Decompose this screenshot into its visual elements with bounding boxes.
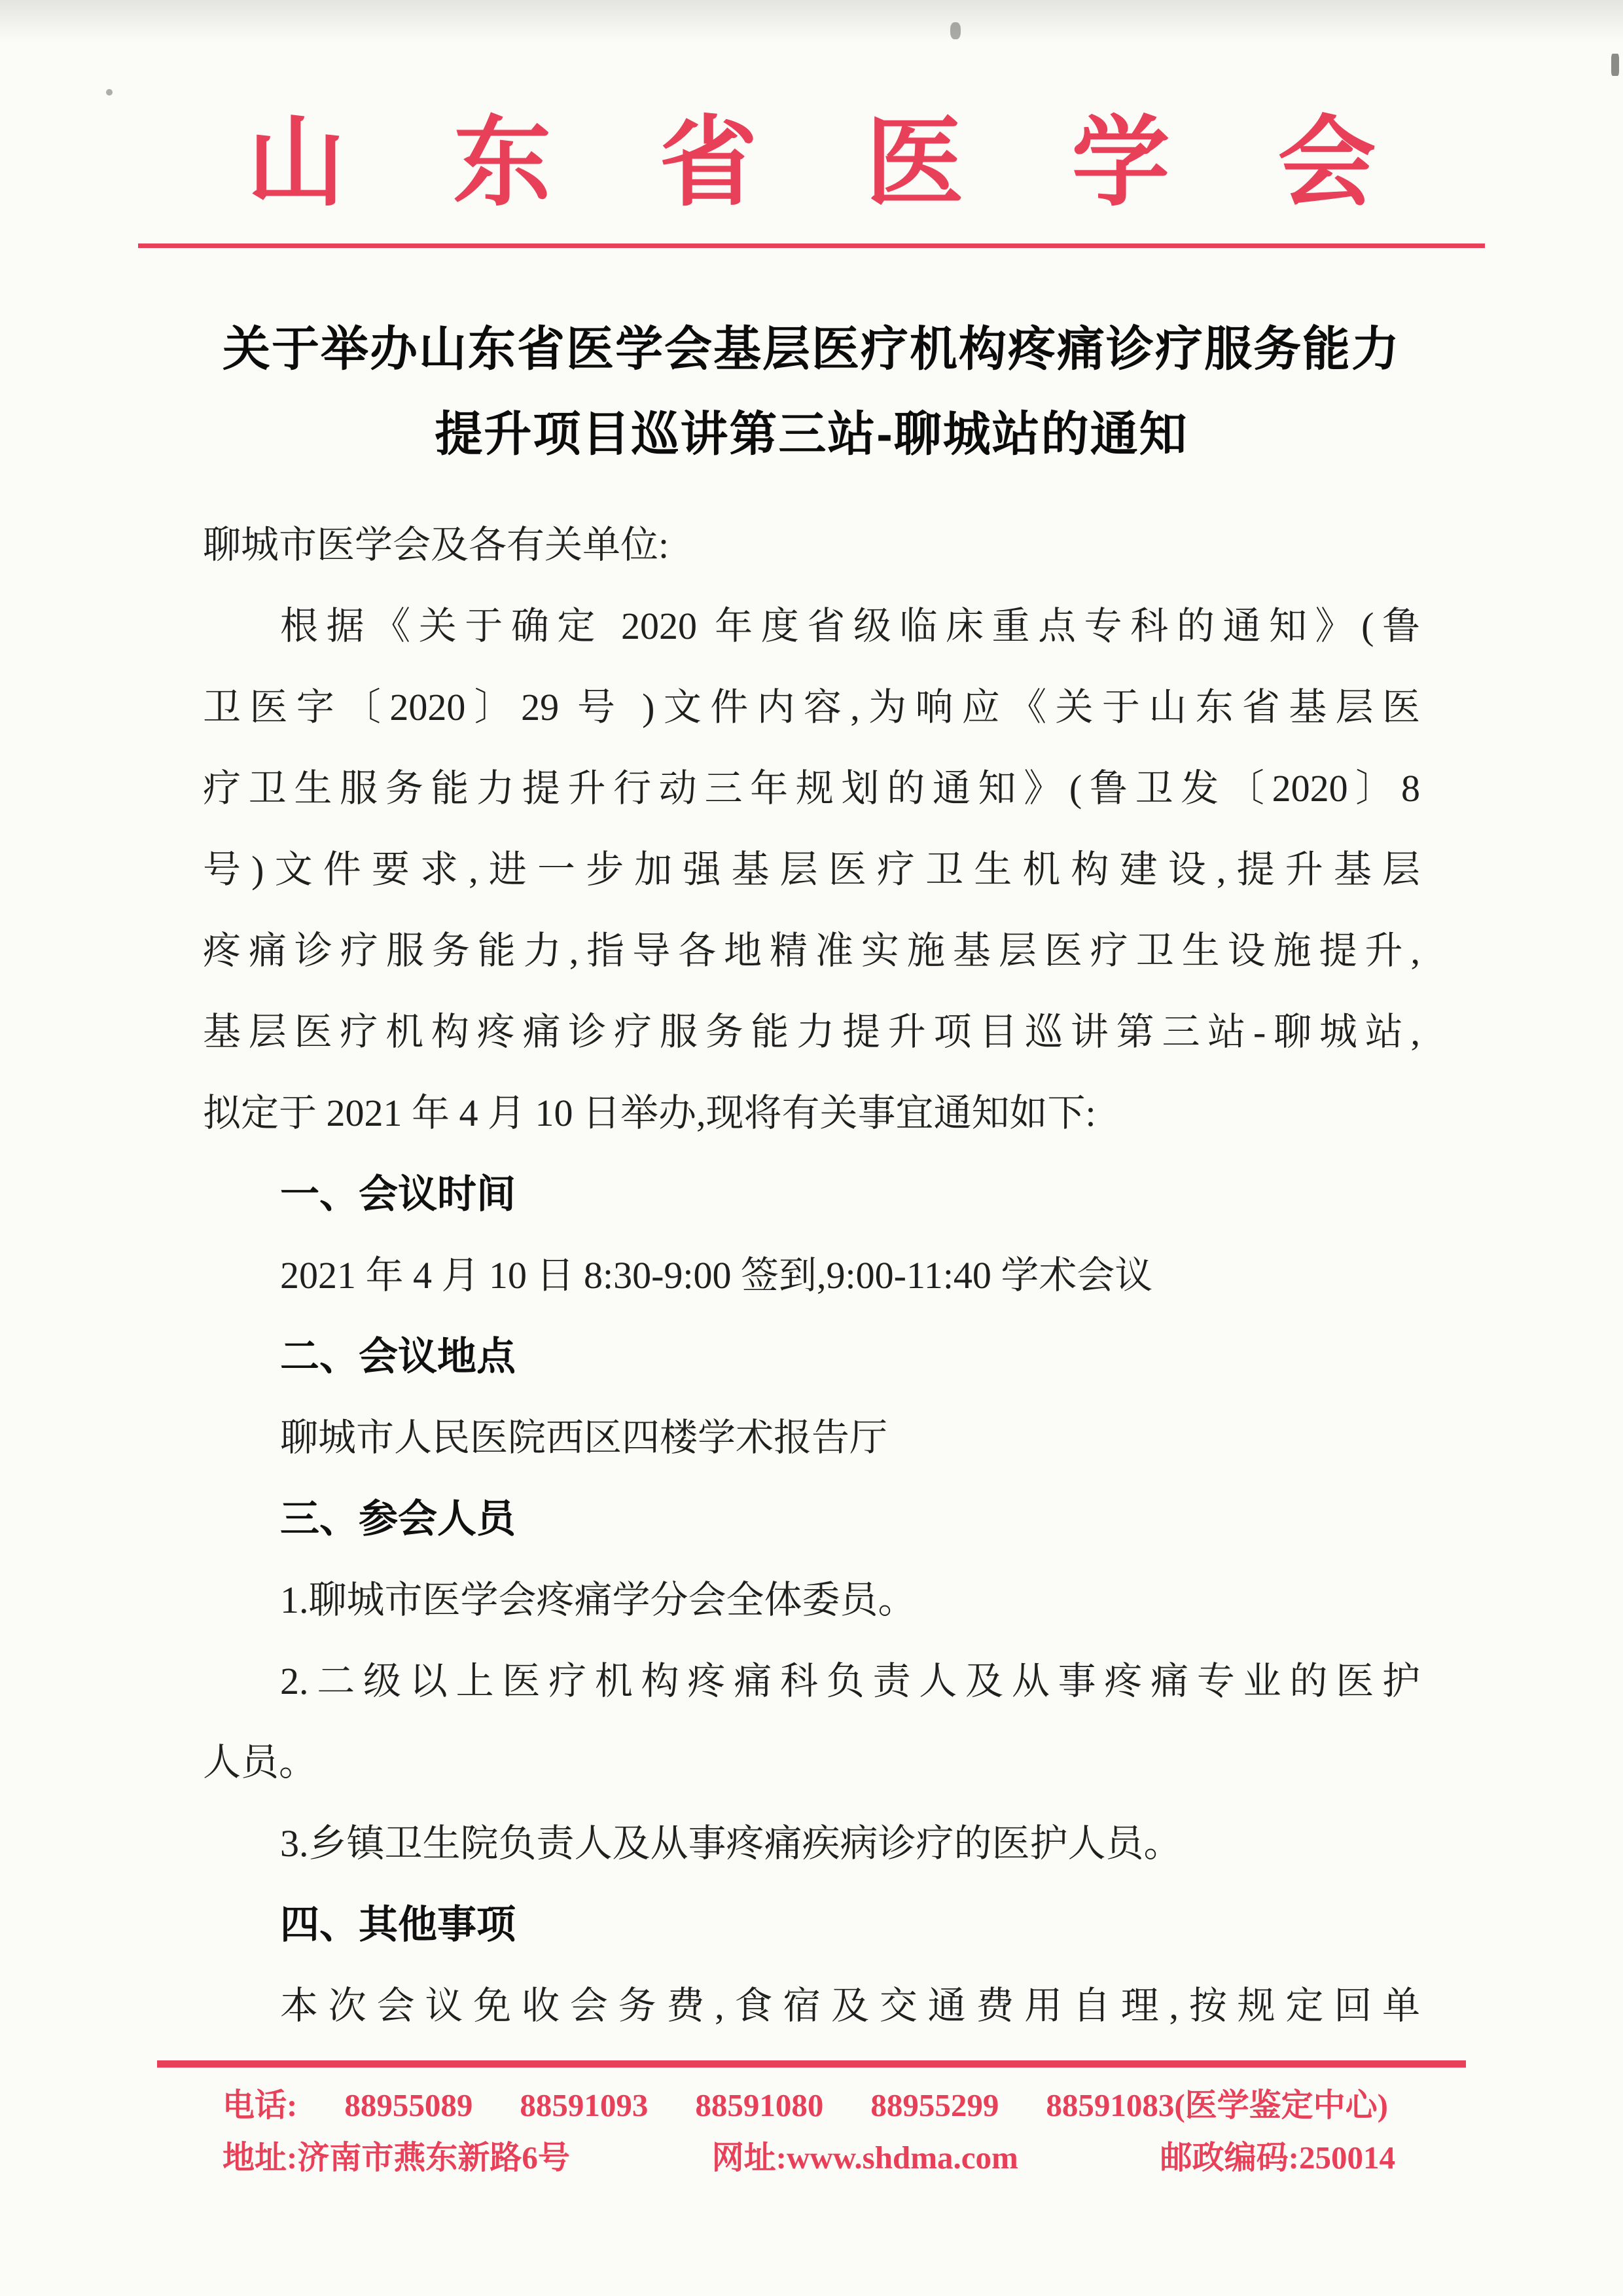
body-line: 3.乡镇卫生院负责人及从事疼痛疾病诊疗的医护人员。 bbox=[280, 1822, 1182, 1865]
postcode-label: 邮政编码: bbox=[1160, 2140, 1299, 2176]
body-line: 2021 年 4 月 10 日 8:30-9:00 签到,9:00-11:40 学术会议 bbox=[280, 1254, 1153, 1297]
website-value: www.shdma.com bbox=[786, 2140, 1018, 2176]
body-line: 疼痛诊疗服务能力,指导各地精准实施基层医疗卫生设施提升, bbox=[203, 929, 1420, 972]
address-label: 地址: bbox=[223, 2140, 298, 2176]
footer-address-line bbox=[0, 2137, 1623, 2179]
footer-rule bbox=[157, 2060, 1466, 2068]
section-heading: 三、参会人员 bbox=[280, 1497, 516, 1541]
phone-number: 88591080 bbox=[695, 2087, 824, 2123]
body-line: 本次会议免收会务费,食宿及交通费用自理,按规定回单 bbox=[280, 1984, 1420, 2027]
phone-number: 88955089 bbox=[344, 2087, 473, 2123]
address-item bbox=[223, 2137, 570, 2179]
body-line: 疗卫生服务能力提升行动三年规划的通知》(鲁卫发〔2020〕8 bbox=[203, 767, 1420, 810]
phone-number: 88955299 bbox=[870, 2087, 999, 2123]
organization-name: 山东省医学会 bbox=[247, 109, 1484, 218]
scan-edge-streak bbox=[0, 0, 1623, 42]
body-line: 聊城市人民医院西区四楼学术报告厅 bbox=[280, 1416, 888, 1459]
postcode-item bbox=[1160, 2137, 1395, 2179]
body-line: 聊城市医学会及各有关单位: bbox=[203, 524, 669, 566]
scan-artifact bbox=[106, 89, 113, 96]
body-line: 1.聊城市医学会疼痛学分会全体委员。 bbox=[280, 1579, 916, 1621]
body-line: 基层医疗机构疼痛诊疗服务能力提升项目巡讲第三站-聊城站, bbox=[203, 1011, 1420, 1053]
body-line: 人员。 bbox=[203, 1741, 317, 1784]
phone-number: 88591083(医学鉴定中心) bbox=[1046, 2087, 1388, 2123]
footer bbox=[0, 2060, 1623, 2179]
body-line: 2.二级以上医疗机构疼痛科负责人及从事疼痛专业的医护 bbox=[280, 1660, 1420, 1702]
body-line: 号)文件要求,进一步加强基层医疗卫生机构建设,提升基层 bbox=[203, 848, 1420, 891]
body-line: 卫医字〔2020〕29 号 )文件内容,为响应《关于山东省基层医 bbox=[203, 686, 1420, 728]
website-label: 网址: bbox=[711, 2140, 787, 2176]
document-title-line2: 提升项目巡讲第三站-聊城站的通知 bbox=[435, 408, 1188, 461]
website-item bbox=[712, 2137, 1018, 2179]
document-title bbox=[0, 307, 1623, 477]
postcode-value: 250014 bbox=[1298, 2140, 1395, 2176]
section-heading: 四、其他事项 bbox=[280, 1903, 516, 1946]
phone-label: 电话: bbox=[223, 2087, 298, 2123]
footer-phone-line bbox=[0, 2085, 1623, 2126]
body-line: 根据《关于确定 2020 年度省级临床重点专科的通知》(鲁 bbox=[280, 605, 1420, 647]
document-title-line1: 关于举办山东省医学会基层医疗机构疼痛诊疗服务能力 bbox=[223, 323, 1400, 376]
scan-artifact bbox=[1611, 54, 1619, 76]
header-rule bbox=[138, 243, 1485, 248]
phone-number: 88591093 bbox=[520, 2087, 649, 2123]
section-heading: 二、会议地点 bbox=[280, 1335, 516, 1378]
scan-artifact bbox=[950, 22, 961, 39]
address-value: 济南市燕东新路6号 bbox=[297, 2140, 570, 2176]
body-lines bbox=[203, 505, 1420, 2047]
section-heading: 一、会议时间 bbox=[280, 1172, 516, 1216]
body-line: 拟定于 2021 年 4 月 10 日举办,现将有关事宜通知如下: bbox=[203, 1092, 1096, 1134]
